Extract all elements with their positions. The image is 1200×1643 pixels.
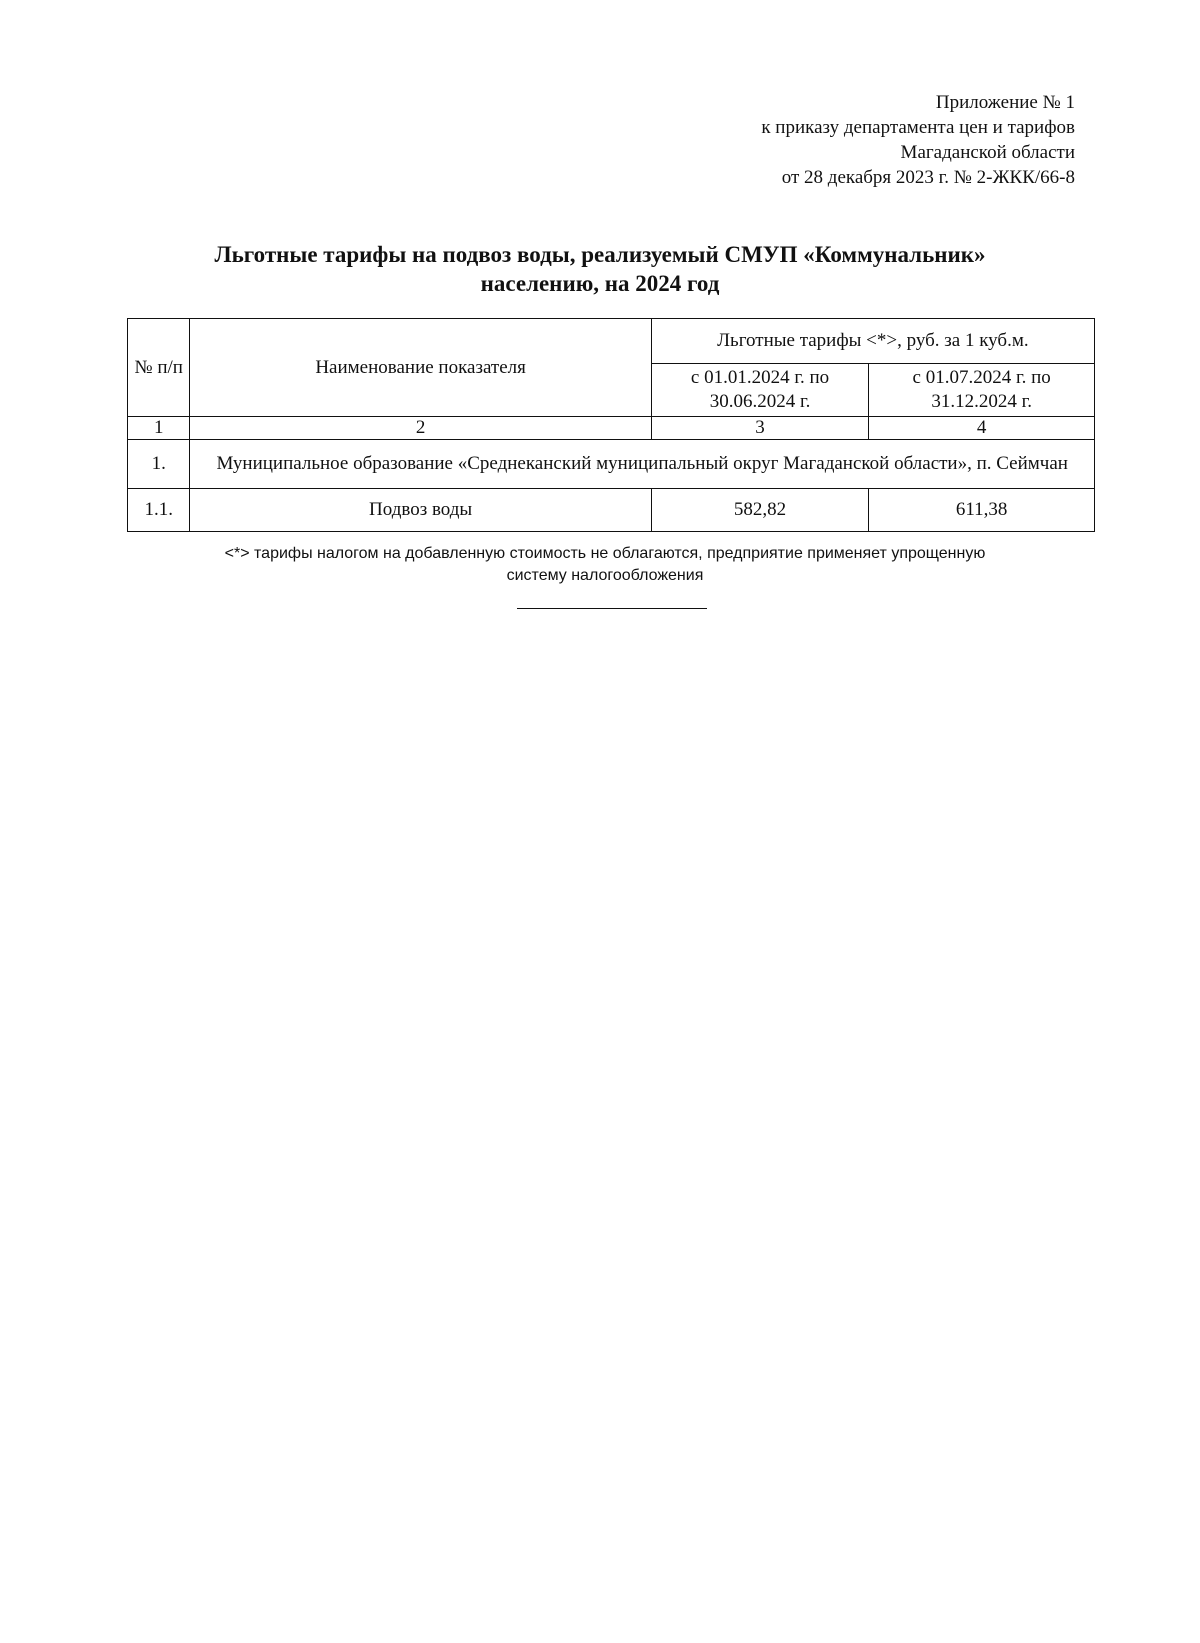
index-cell: 2	[190, 417, 651, 440]
table-row	[128, 489, 1095, 532]
table-section-row	[128, 440, 1095, 489]
row-name-cell: Подвоз воды	[190, 489, 651, 532]
table-header-row	[128, 319, 1095, 364]
header-period1-cell	[651, 364, 869, 417]
title-line: населению, на 2024 год	[480, 271, 720, 296]
appendix-line: Магаданской области	[900, 142, 1075, 163]
index-cell: 1	[128, 417, 190, 440]
section-num-cell: 1.	[128, 440, 190, 489]
appendix-header	[655, 90, 1075, 190]
header-num-label: № п/п	[134, 356, 183, 378]
header-period2-cell	[869, 364, 1095, 417]
header-name-cell	[190, 319, 651, 417]
title-line: Льготные тарифы на подвоз воды, реализуемый СМУП «Коммунальник»	[214, 242, 986, 267]
row-period1-value: 582,82	[651, 489, 869, 532]
table-index-row	[128, 417, 1095, 440]
footnote	[150, 543, 1060, 587]
section-name-cell: Муниципальное образование «Среднеканский муниципальный округ Магаданской области», п. Сеймчан	[190, 440, 1095, 489]
tariffs-table	[127, 318, 1095, 532]
end-divider	[517, 608, 707, 609]
header-period2-label: с 01.07.2024 г. по 31.12.2024 г.	[912, 367, 1051, 412]
index-cell: 4	[869, 417, 1095, 440]
index-cell: 3	[651, 417, 869, 440]
row-num-cell: 1.1.	[128, 489, 190, 532]
document-title	[100, 240, 1100, 298]
header-period1-label: с 01.01.2024 г. по 30.06.2024 г.	[690, 367, 830, 412]
header-num-cell	[128, 319, 190, 417]
header-name-label: Наименование показателя	[315, 356, 526, 378]
appendix-line: к приказу департамента цен и тарифов	[761, 117, 1075, 138]
footnote-line: систему налогообложения	[506, 567, 704, 584]
header-tariffs-group-label: Льготные тарифы <*>, руб. за 1 куб.м.	[717, 330, 1029, 351]
footnote-line: <*> тарифы налогом на добавленную стоимость не облагаются, предприятие применяет упрощенную	[224, 545, 986, 562]
appendix-line: Приложение № 1	[935, 92, 1075, 113]
row-period2-value: 611,38	[869, 489, 1095, 532]
header-tariffs-group-cell	[651, 319, 1094, 364]
appendix-line: от 28 декабря 2023 г. № 2-ЖКК/66-8	[781, 167, 1075, 188]
